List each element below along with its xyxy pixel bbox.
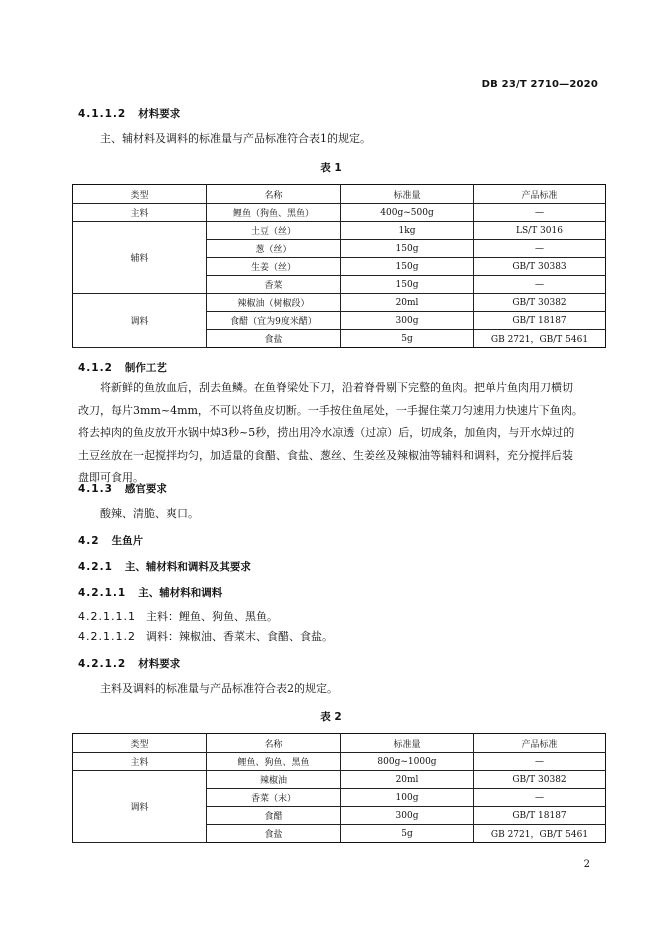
- table-cell: 辣椒油: [207, 771, 341, 789]
- heading-number: 4.1.3: [78, 483, 113, 495]
- page-number: 2: [583, 859, 590, 870]
- heading-title: 感官要求: [124, 483, 167, 495]
- table-cell: 100g: [341, 789, 474, 807]
- heading-4-2: [78, 533, 143, 548]
- table-cell: 300g: [341, 312, 474, 330]
- table-cell: GB/T 30382: [474, 771, 606, 789]
- heading-4-1-1-2: [78, 106, 180, 121]
- table-cell: 香菜: [207, 276, 341, 294]
- paragraph-sensory: 酸辣、清脆、爽口。: [100, 507, 199, 520]
- header-cell: 名称: [207, 734, 341, 753]
- item-seasonings: [78, 626, 333, 648]
- item-number: 4.2.1.1.1: [78, 610, 136, 623]
- table-2: [72, 733, 606, 843]
- table-cell: 鲤鱼、狗鱼、黑鱼: [207, 753, 341, 771]
- heading-number: 4.2.1.1: [78, 587, 127, 599]
- group-cell: 调料: [73, 294, 207, 348]
- table-cell: —: [474, 276, 606, 294]
- heading-number: 4.1.2: [78, 362, 113, 374]
- heading-4-1-2: [78, 360, 167, 375]
- table-cell: 20ml: [341, 771, 474, 789]
- table-cell: GB/T 18187: [474, 312, 606, 330]
- table-cell: GB/T 30382: [474, 294, 606, 312]
- heading-number: 4.2: [78, 535, 100, 547]
- table-cell: 食醋（宜为9度米醋）: [207, 312, 341, 330]
- table-row: [73, 294, 606, 312]
- item-text: 调料：辣椒油、香菜末、食醋、食盐。: [145, 630, 333, 643]
- table-cell: 生姜（丝）: [207, 258, 341, 276]
- heading-number: 4.1.1.2: [78, 108, 127, 120]
- header-cell: 标准量: [341, 734, 474, 753]
- table-cell: GB/T 18187: [474, 807, 606, 825]
- heading-title: 材料要求: [138, 658, 181, 670]
- heading-title: 主、辅材料和调料及其要求: [124, 561, 251, 573]
- heading-4-1-3: [78, 481, 167, 496]
- table-cell: 150g: [341, 240, 474, 258]
- table-cell: 食醋: [207, 807, 341, 825]
- header-cell: 类型: [73, 185, 207, 204]
- heading-number: 4.2.1: [78, 561, 113, 573]
- heading-title: 主、辅材料和调料: [138, 587, 223, 599]
- document-code: DB 23/T 2710—2020: [481, 79, 598, 90]
- group-cell: 调料: [73, 771, 207, 843]
- table-cell: —: [474, 204, 606, 222]
- table-row: [73, 204, 606, 222]
- paragraph-table1-ref: 主、辅材料及调料的标准量与产品标准符合表1的规定。: [100, 132, 371, 145]
- group-cell: 辅料: [73, 222, 207, 294]
- paragraph-line: 将新鲜的鱼放血后，刮去鱼鳞。在鱼脊梁处下刀，沿着脊骨剔下完整的鱼肉。把单片鱼肉用刀横切: [100, 381, 573, 394]
- table-cell: LS/T 3016: [474, 222, 606, 240]
- table-cell: 食盐: [207, 825, 341, 843]
- table-cell: —: [474, 753, 606, 771]
- table-header-row: [73, 185, 606, 204]
- table-cell: 20ml: [341, 294, 474, 312]
- table-cell: 鲤鱼（狗鱼、黑鱼）: [207, 204, 341, 222]
- table-cell: 1kg: [341, 222, 474, 240]
- table-cell: GB 2721，GB/T 5461: [474, 825, 606, 843]
- group-cell: 主料: [73, 204, 207, 222]
- table-cell: —: [474, 789, 606, 807]
- table-row: [73, 753, 606, 771]
- table-cell: 400g~500g: [341, 204, 474, 222]
- table-cell: 150g: [341, 276, 474, 294]
- table-cell: 葱（丝）: [207, 240, 341, 258]
- table-cell: 香菜（末）: [207, 789, 341, 807]
- table-row: [73, 771, 606, 789]
- table-cell: 辣椒油（树椒段）: [207, 294, 341, 312]
- header-cell: 类型: [73, 734, 207, 753]
- item-text: 主料：鲤鱼、狗鱼、黑鱼。: [145, 610, 278, 623]
- table1-caption: 表 1: [320, 162, 342, 174]
- table-cell: GB 2721，GB/T 5461: [474, 330, 606, 348]
- heading-number: 4.2.1.2: [78, 658, 127, 670]
- paragraph-table2-ref: 主料及调料的标准量与产品标准符合表2的规定。: [100, 682, 338, 695]
- table-cell: 土豆（丝）: [207, 222, 341, 240]
- paragraph-line: 土豆丝放在一起搅拌均匀，加适量的食醋、食盐、葱丝、生姜丝及辣椒油等辅料和调料，充分搅拌后装: [78, 448, 573, 462]
- table-cell: 5g: [341, 825, 474, 843]
- heading-4-2-1-2: [78, 656, 180, 671]
- heading-4-2-1: [78, 559, 251, 574]
- header-cell: 产品标准: [474, 734, 606, 753]
- table-cell: 5g: [341, 330, 474, 348]
- group-cell: 主料: [73, 753, 207, 771]
- header-cell: 产品标准: [474, 185, 606, 204]
- item-number: 4.2.1.1.2: [78, 630, 136, 643]
- table-1: [72, 184, 606, 348]
- heading-title: 生鱼片: [111, 535, 144, 547]
- paragraph-line: 改刀，每片3mm~4mm，不可以将鱼皮切断。一手按住鱼尾处，一手握住菜刀匀速用力快速片下鱼肉。: [78, 403, 583, 417]
- paragraph-line: 将去掉肉的鱼皮放开水锅中焯3秒~5秒，捞出用冷水凉透（过凉）后，切成条，加鱼肉，与开水焯过的: [78, 426, 575, 439]
- table-cell: —: [474, 240, 606, 258]
- heading-title: 制作工艺: [124, 362, 167, 374]
- table-header-row: [73, 734, 606, 753]
- heading-title: 材料要求: [138, 108, 181, 120]
- paragraph-line: 盘即可食用。: [78, 471, 144, 484]
- item-main-ingredients: [78, 606, 278, 628]
- table-cell: 150g: [341, 258, 474, 276]
- table-cell: GB/T 30383: [474, 258, 606, 276]
- table-cell: 800g~1000g: [341, 753, 474, 771]
- heading-4-2-1-1: [78, 585, 222, 600]
- header-cell: 标准量: [341, 185, 474, 204]
- table2-caption: 表 2: [320, 711, 342, 723]
- table-row: [73, 222, 606, 240]
- table-cell: 300g: [341, 807, 474, 825]
- paragraph-process: [78, 377, 606, 490]
- header-cell: 名称: [207, 185, 341, 204]
- table-cell: 食盐: [207, 330, 341, 348]
